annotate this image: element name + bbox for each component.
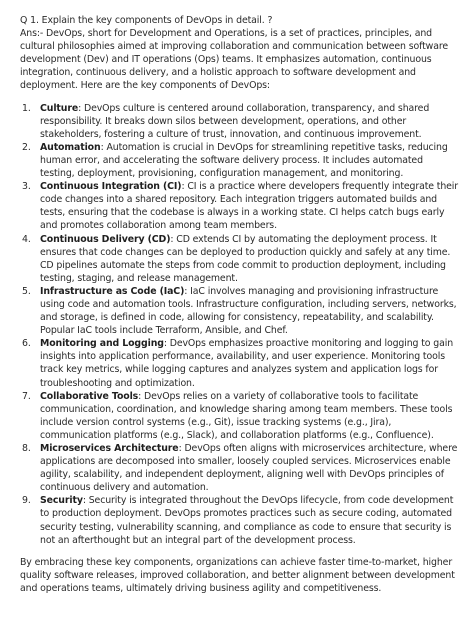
list-number: 4. [22,233,31,245]
component-term: Automation [40,141,101,153]
document-page [20,14,460,595]
component-term: Continuous Integration (CI) [40,181,182,193]
components-list [20,102,460,547]
list-item-continuous-integration [20,180,460,232]
list-number: 6. [22,338,31,350]
list-item-continuous-delivery [20,233,460,285]
answer-intro: Ans:- DevOps, short for Development and Operations, is a set of practices, principles, and cultural philosophies aimed at improving collaboration and communication between software development (Dev) and IT operations (Ops) teams. It emphasizes automation, continuous integration, continuous delivery, and a holistic approach to software development and deployment. Here are the key components of DevOps: [20,28,449,92]
list-number: 7. [22,390,31,402]
component-description: : CD extends CI by automating the deployment process. It ensures that code changes can be deployed to production quickly and safely at any time. CD pipelines automate the steps from code commit to production deployment, including testing, staging, and release management. [40,233,451,284]
list-number: 9. [22,495,31,507]
component-term: Security [40,495,83,507]
component-description: : Security is integrated throughout the DevOps lifecycle, from code development to production deployment. DevOps promotes practices such as secure coding, automated security testing, vulnerability scanning, and compliance as code to ensure that security is not an afterthought but an integral part of the development process. [40,495,454,546]
component-term: Collaborative Tools [40,390,139,402]
component-term: Infrastructure as Code (IaC) [40,285,185,297]
list-item-collaborative-tools [20,390,460,442]
component-description: : DevOps emphasizes proactive monitoring and logging to gain insights into application performance, availability, and user experience. Monitoring tools track key metrics, while logging captures and analyzes system and application logs for troubleshooting and optimization. [40,338,454,389]
component-description: : DevOps often aligns with microservices architecture, where applications are decomposed into smaller, loosely coupled services. Microservices enable agility, scalability, and independent deployment, aligning well with DevOps principles of continuous delivery and automation. [40,443,458,494]
component-description: : DevOps culture is centered around collaboration, transparency, and shared responsibility. It breaks down silos between development, operations, and other stakeholders, fostering a culture of trust, innovation, and continuous improvement. [40,102,430,140]
component-term: Continuous Delivery (CD) [40,233,171,245]
component-term: Monitoring and Logging [40,338,164,350]
list-item-microservices [20,442,460,494]
list-number: 3. [22,181,31,193]
list-number: 1. [22,102,31,114]
list-item-infrastructure-as-code [20,285,460,337]
list-item-security [20,494,460,546]
list-item-culture [20,102,460,141]
list-item-automation [20,141,460,180]
component-description: : CI is a practice where developers frequently integrate their code changes into a shared repository. Each integration triggers automated builds and tests, ensuring that the codebase is always in a working state. CI helps catch bugs early and promotes collaboration among team members. [40,181,459,232]
list-item-monitoring-logging [20,337,460,389]
list-number: 2. [22,141,31,153]
component-description: : DevOps relies on a variety of collaborative tools to facilitate communication, coordination, and knowledge sharing among team members. These tools include version control systems (e.g., Git), issue tracking systems (e.g., Jira), communication platforms (e.g., Slack), and collaboration platforms (e.g., Confluence). [40,390,453,441]
component-description: : Automation is crucial in DevOps for streamlining repetitive tasks, reducing human error, and accelerating the software delivery process. It includes automated testing, deployment, provisioning, configuration management, and monitoring. [40,141,448,180]
conclusion-paragraph: By embracing these key components, organizations can achieve faster time-to-market, higher quality software releases, improved collaboration, and better alignment between development and operations teams, ultimately driving business agility and competitiveness. [20,556,455,594]
component-description: : IaC involves managing and provisioning infrastructure using code and automation tools. Infrastructure configuration, including servers, networks, and storage, is defined in code, allowing for consistency, repeatability, and scalability. Popular IaC tools include Terraform, Ansible, and Chef. [40,285,457,337]
component-term: Microservices Architecture [40,443,179,454]
list-number: 5. [22,285,31,297]
component-term: Culture [40,102,79,114]
question-heading: Q 1. Explain the key components of DevOps in detail. ? [20,15,273,26]
list-number: 8. [22,443,31,454]
